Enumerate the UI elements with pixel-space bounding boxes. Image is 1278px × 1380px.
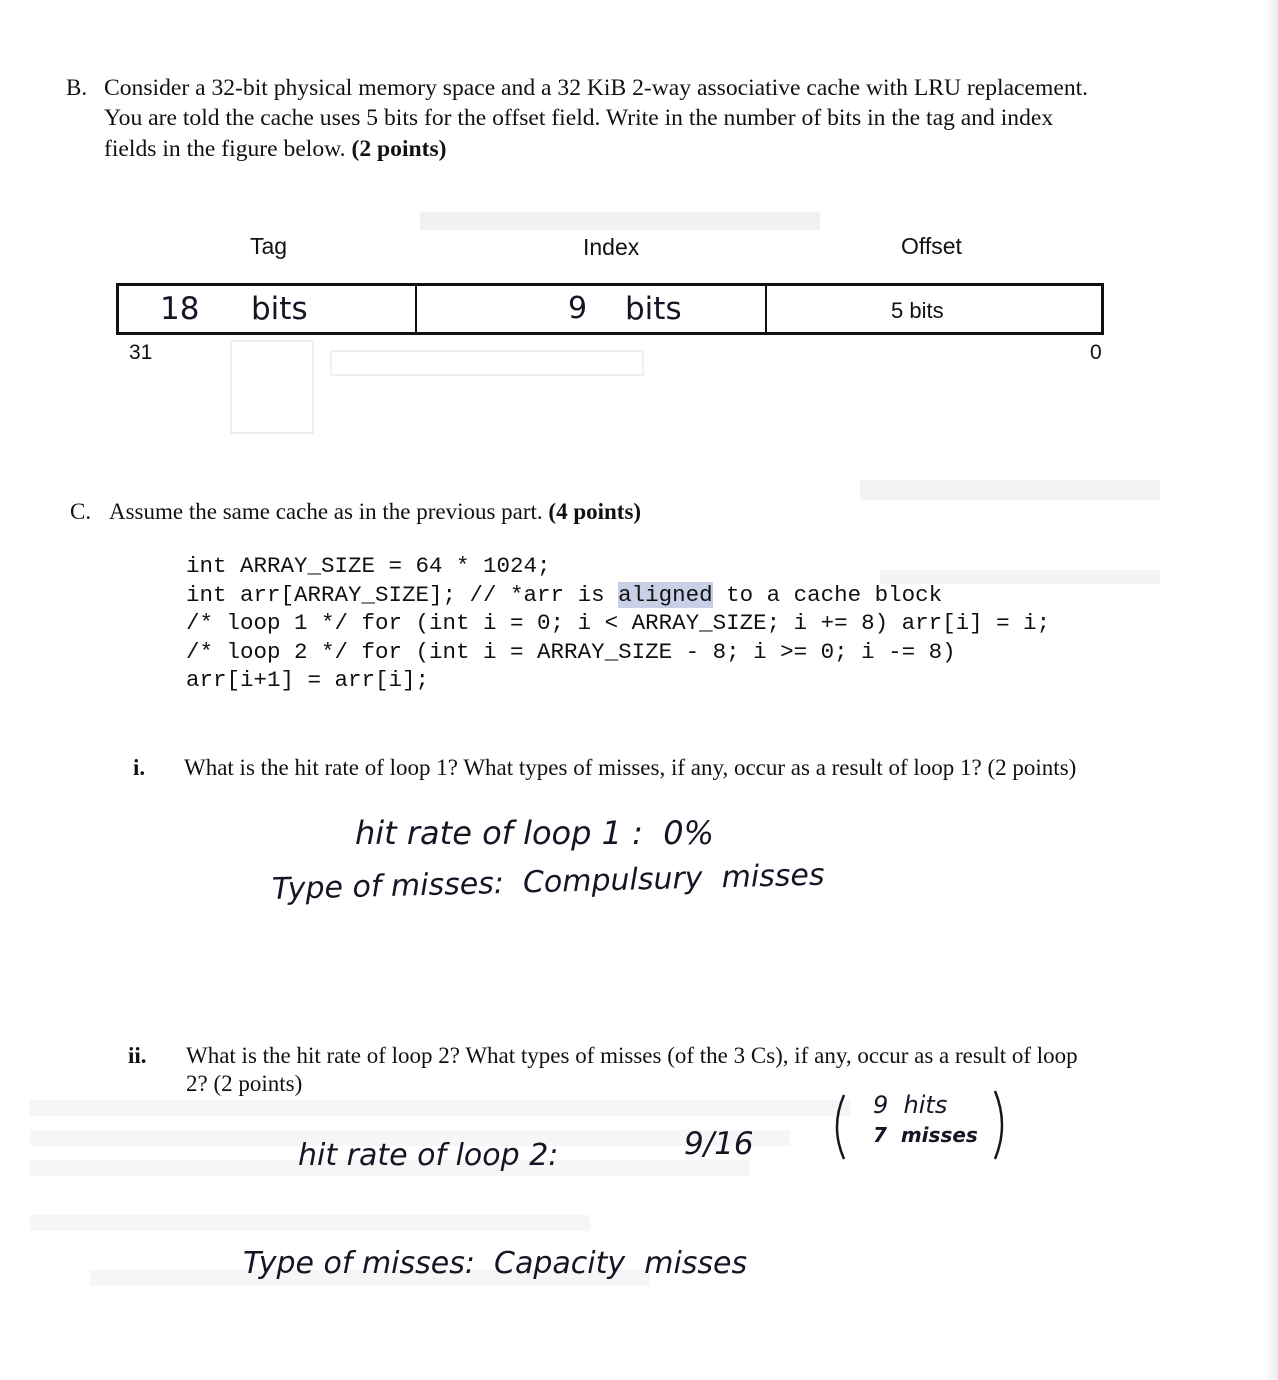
index-bits-number: 9 (568, 291, 588, 326)
page-edge-shadow (1264, 0, 1278, 1380)
code-block (186, 552, 1050, 695)
question-c-points: (4 points) (548, 499, 642, 524)
index-bits-word: bits (625, 291, 682, 327)
tag-bits-number: 18 (160, 291, 200, 327)
answer-ii-miss-type: Type of misses: Capacity misses (243, 1246, 748, 1281)
question-i-numeral: i. (133, 755, 146, 780)
bit-0-label: 0 (1090, 341, 1102, 364)
question-i-text: What is the hit rate of loop 1? What types of misses, if any, occur as a result of loop 1? (2 points) (184, 755, 1077, 780)
question-b-letter: B. (66, 75, 88, 100)
answer-ii-hit-rate-value: 9/16 (684, 1126, 754, 1162)
offset-bits-value: 5 bits (891, 298, 944, 323)
index-offset-divider (765, 286, 767, 332)
code-line-2-end: to a cache block (712, 581, 943, 608)
question-ii-numeral: ii. (128, 1043, 147, 1068)
code-line-2 (186, 581, 1050, 610)
left-paren-icon (828, 1093, 848, 1161)
question-ii-line-2: 2? (2 points) (186, 1071, 303, 1096)
code-line-2-start: int arr[ARRAY_SIZE]; // *arr is (186, 581, 619, 608)
code-line-3: /* loop 1 */ for (int i = 0; i < ARRAY_SIZE; i += 8) arr[i] = i; (186, 610, 1051, 636)
question-b-points: (2 points) (351, 136, 447, 162)
answer-i-hit-rate: hit rate of loop 1 : 0% (355, 814, 715, 852)
code-line-5: arr[i+1] = arr[i]; (186, 667, 430, 693)
bit-31-label: 31 (129, 341, 153, 364)
question-c-letter: C. (70, 499, 92, 524)
code-line-1: int ARRAY_SIZE = 64 * 1024; (186, 553, 551, 579)
question-b-line-2: You are told the cache uses 5 bits for the offset field. Write in the number of bits in the tag and index (104, 105, 1054, 131)
question-b-line-1: Consider a 32-bit physical memory space and a 32 KiB 2-way associative cache with LRU replacement. (104, 75, 1089, 101)
question-ii-line-1: What is the hit rate of loop 2? What types of misses (of the 3 Cs), if any, occur as a result of loop (186, 1043, 1078, 1068)
tag-field-label: Tag (250, 233, 288, 259)
answer-ii-hit-rate-label: hit rate of loop 2: (298, 1138, 559, 1173)
tag-bits-word: bits (251, 291, 308, 327)
hits-misses-note (828, 1089, 1012, 1165)
question-c-text: Assume the same cache as in the previous part. (109, 499, 543, 524)
highlighted-word: aligned (618, 581, 713, 608)
tag-index-divider (415, 286, 417, 332)
question-b-line-3 (104, 134, 447, 164)
offset-field-label: Offset (901, 233, 962, 259)
answer-i-miss-type: Type of misses: Compulsury misses (271, 857, 825, 907)
code-line-4: /* loop 2 */ for (int i = ARRAY_SIZE - 8; i >= 0; i -= 8) (186, 638, 956, 665)
question-c-line (109, 497, 641, 527)
index-field-label: Index (583, 234, 640, 260)
note-hits: 9 hits (873, 1091, 948, 1119)
question-b-line-3-text: fields in the figure below. (104, 136, 346, 162)
note-misses: 7 misses (873, 1123, 978, 1147)
right-paren-icon (991, 1089, 1011, 1161)
